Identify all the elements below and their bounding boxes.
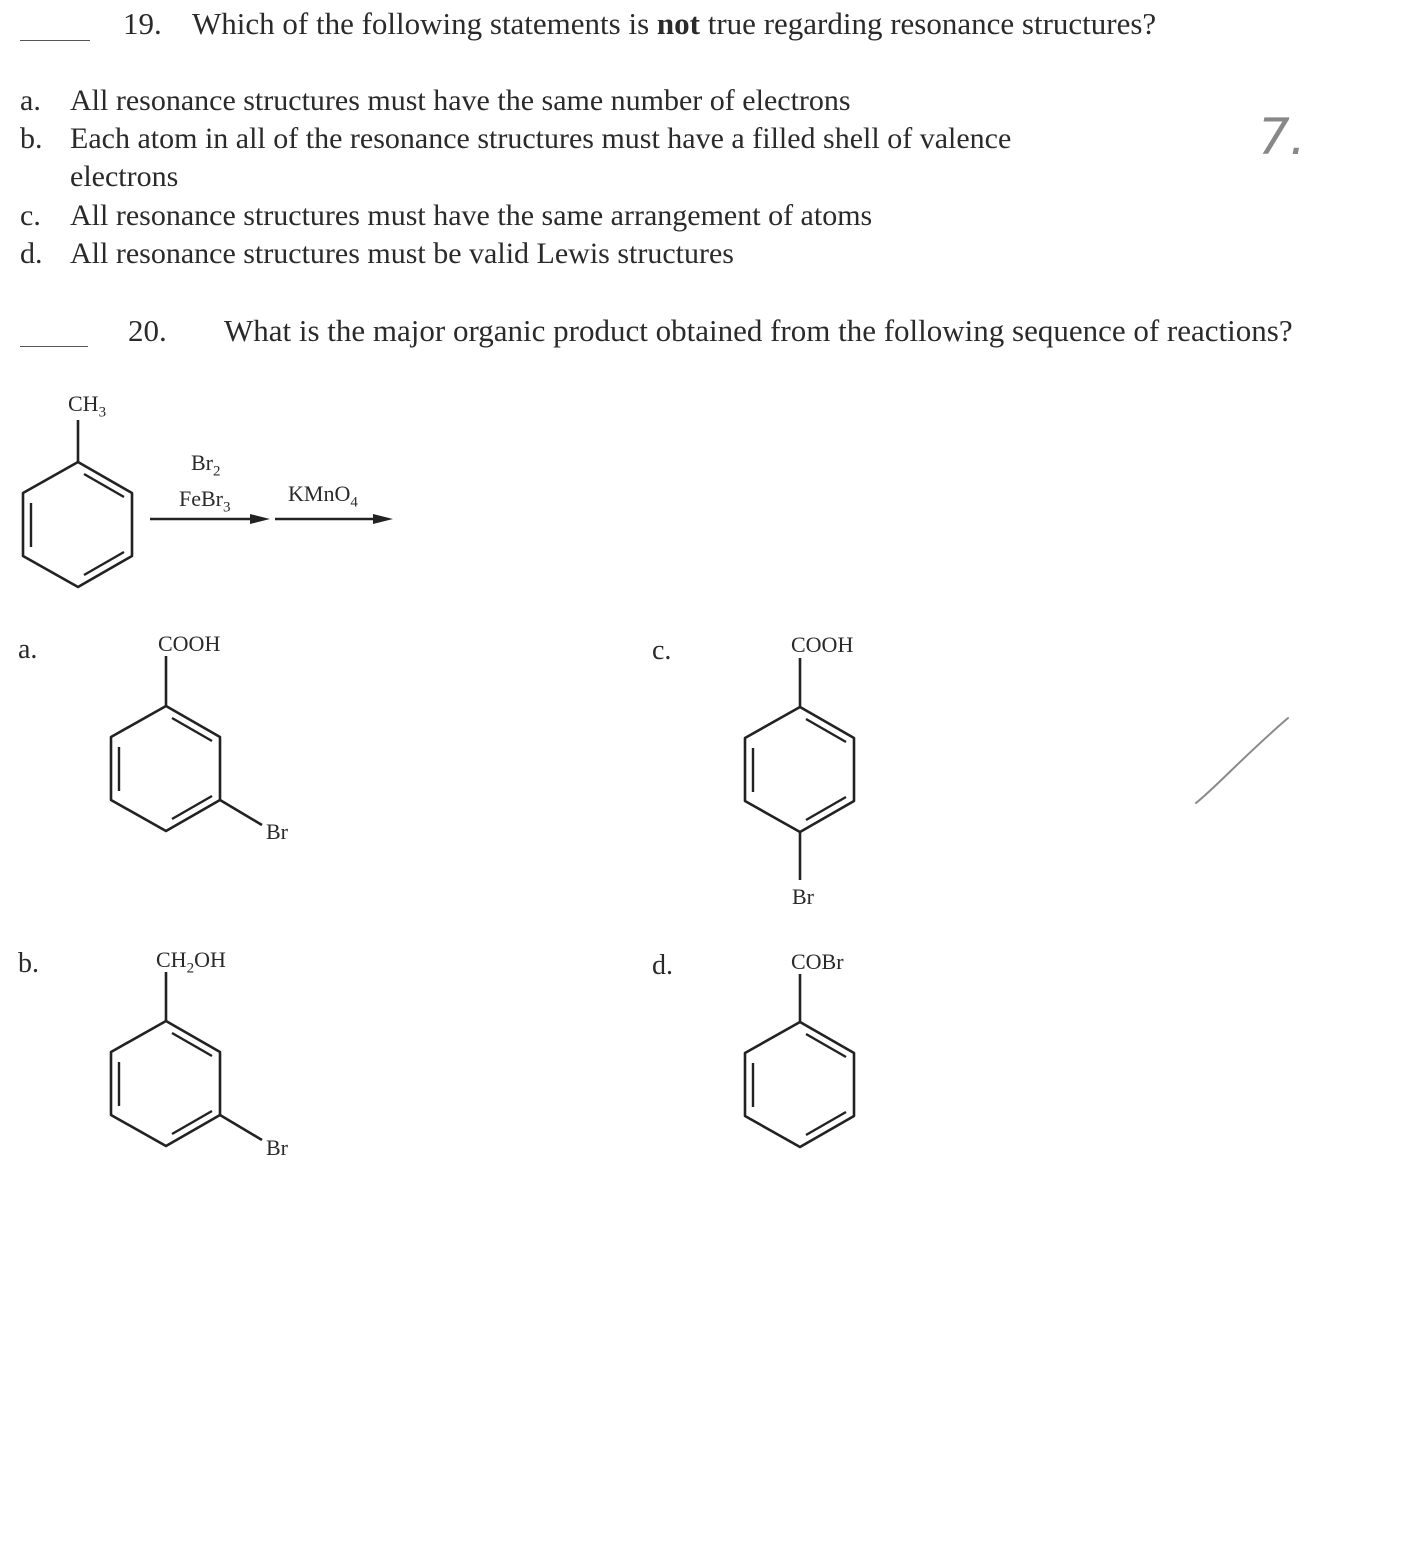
choice-c-benzene-ring [745, 658, 854, 880]
q19-option-a-text: All resonance structures must have the same number of electrons [70, 84, 851, 117]
choice-b-letter[interactable]: b. [18, 948, 39, 979]
q19-option-b-letter: b. [20, 122, 43, 155]
start-methyl-group: $CH_3$ [68, 391, 107, 421]
reagent-step1-bottom: FeBr$_3$ [179, 486, 231, 516]
choice-c-letter[interactable]: c. [652, 635, 672, 666]
choice-b-top-group: $CH_2OH$ [156, 947, 226, 977]
reaction-arrow-step1 [150, 514, 270, 524]
reaction-arrow-step2 [275, 514, 393, 524]
question-19-stem-pre: Which of the following statements is [192, 6, 657, 41]
q19-option-a-letter: a. [20, 84, 41, 117]
starting-material-benzene-ring [23, 420, 132, 587]
choice-d-letter[interactable]: d. [652, 950, 673, 981]
q19-option-b-text-cont: electrons [70, 160, 179, 193]
q19-option-d-letter: d. [20, 237, 43, 270]
reagent-step2: KMnO$_4$ [288, 481, 358, 511]
question-19-stem-bold: not [656, 6, 700, 41]
choice-b-substituent: Br [266, 1135, 288, 1160]
question-20-number: 20. [128, 313, 167, 348]
q19-option-c-letter: c. [20, 199, 41, 232]
handwritten-score-mark: 7. [1258, 108, 1306, 166]
choice-a-top-group: COOH [158, 631, 221, 656]
choice-c-substituent: Br [792, 884, 814, 909]
q19-option-c-text: All resonance structures must have the same arrangement of atoms [70, 199, 873, 232]
q19-option-d-text: All resonance structures must be valid Lewis structures [70, 237, 734, 270]
q19-option-b-text: Each atom in all of the resonance structures must have a filled shell of valence [70, 122, 1012, 155]
question-19-number: 19. [123, 6, 162, 41]
choice-b-benzene-ring [111, 972, 262, 1146]
choice-a-substituent: Br [266, 819, 288, 844]
choice-d-top-group: COBr [791, 949, 844, 974]
choice-a-benzene-ring [111, 656, 262, 831]
question-20-stem: What is the major organic product obtained from the following sequence of reactions? [224, 313, 1293, 348]
choice-a-letter[interactable]: a. [18, 634, 38, 665]
choice-c-top-group: COOH [791, 632, 854, 657]
pencil-check-mark [1196, 718, 1288, 803]
reagent-step1-top: $Br_2$ [191, 450, 221, 480]
question-19-stem-post: true regarding resonance structures? [700, 6, 1157, 41]
choice-d-benzene-ring [745, 974, 854, 1147]
